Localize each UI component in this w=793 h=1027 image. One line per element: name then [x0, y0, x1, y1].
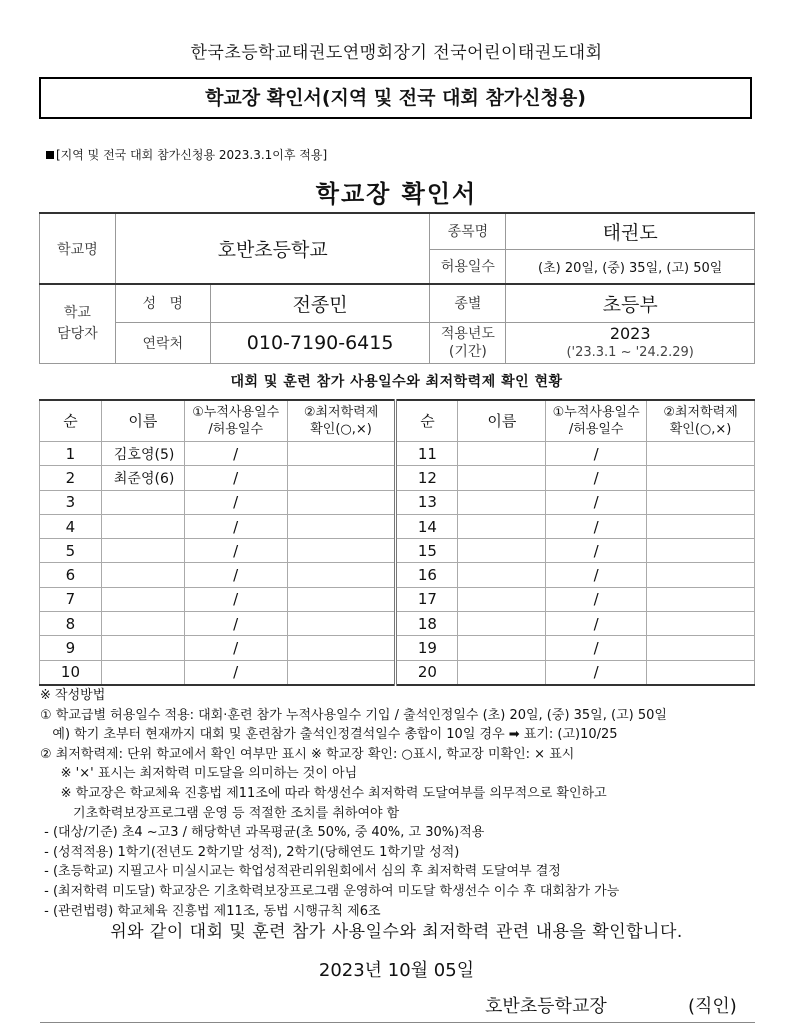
- days-used: /: [546, 442, 647, 466]
- days-used: /: [184, 660, 287, 685]
- note-line-4: ※ '×' 표시는 최저학력 미도달을 의미하는 것이 아님: [40, 766, 358, 782]
- athlete-name: [101, 587, 184, 611]
- table-row: [40, 466, 755, 490]
- days-used: /: [546, 636, 647, 660]
- academic-check: [647, 612, 755, 636]
- athlete-name: [458, 612, 546, 636]
- row-number: 17: [396, 587, 458, 611]
- athlete-name: [101, 539, 184, 563]
- days-used: /: [546, 539, 647, 563]
- days-used: /: [184, 490, 287, 514]
- header-no-2: 순: [396, 400, 458, 442]
- category-label: 종별: [430, 284, 506, 322]
- academic-check: [647, 563, 755, 587]
- academic-check: [287, 587, 396, 611]
- note-line-8: - (성적적용) 1학기(전년도 2학기말 성적), 2학기(당해연도 1학기말 성적): [40, 844, 460, 860]
- contact-label: 연락처: [115, 322, 210, 363]
- school-name-label: 학교명: [40, 213, 116, 284]
- year-period: ('23.3.1 ~ '24.2.29): [566, 344, 694, 360]
- table-row: [40, 612, 755, 636]
- row-number: 20: [396, 660, 458, 685]
- athlete-name: [101, 660, 184, 685]
- row-number: 2: [40, 466, 102, 490]
- allowed-days-value: (초) 20일, (중) 35일, (고) 50일: [506, 249, 755, 284]
- row-number: 19: [396, 636, 458, 660]
- academic-check: [287, 539, 396, 563]
- days-used: /: [546, 563, 647, 587]
- days-used: /: [546, 587, 647, 611]
- days-used: /: [184, 636, 287, 660]
- athlete-name: [458, 514, 546, 538]
- header-days: ①누적사용일수 /허용일수: [184, 400, 287, 442]
- event-value: 태권도: [506, 213, 755, 249]
- header-academic: ②최저학력제 확인(○,×): [287, 400, 396, 442]
- allowed-days-label: 허용일수: [430, 249, 506, 284]
- note-heading: ※ 작성방법: [40, 688, 106, 703]
- academic-check: [647, 442, 755, 466]
- row-number: 9: [40, 636, 102, 660]
- table-row: [40, 442, 755, 466]
- days-used: /: [546, 466, 647, 490]
- row-number: 11: [396, 442, 458, 466]
- note-line-7: - (대상/기준) 초4 ~고3 / 해당학년 과목평균(초 50%, 중 40%, 고 30%)적용: [40, 825, 485, 841]
- table-row: [40, 563, 755, 587]
- row-number: 3: [40, 490, 102, 514]
- days-used: /: [184, 587, 287, 611]
- note-line-3: ② 최저학력제: 단위 학교에서 확인 여부만 표시 ※ 학교장 확인: ○표시, 학교장 미확인: × 표시: [40, 746, 575, 762]
- athlete-name: 김호영(5): [101, 442, 184, 466]
- row-number: 12: [396, 466, 458, 490]
- days-used: /: [184, 563, 287, 587]
- days-used: /: [546, 490, 647, 514]
- official-seal-label: (직인): [688, 996, 737, 1017]
- academic-check: [647, 514, 755, 538]
- issue-date: 2023년 10월 05일: [318, 960, 475, 981]
- category-value: 초등부: [506, 284, 755, 322]
- organizer-heading: 한국초등학교태권도연맹회장기 전국어린이태권도대회: [190, 43, 603, 63]
- row-number: 4: [40, 514, 102, 538]
- academic-check: [647, 490, 755, 514]
- academic-check: [287, 490, 396, 514]
- manager-label: 학교 담당자: [40, 284, 116, 363]
- certificate-title: 학교장 확인서: [315, 180, 478, 208]
- athlete-name: [458, 466, 546, 490]
- athlete-name: [458, 539, 546, 563]
- athlete-name: [458, 442, 546, 466]
- athlete-name: [101, 490, 184, 514]
- row-number: 6: [40, 563, 102, 587]
- table-row: [40, 587, 755, 611]
- bottom-border: [40, 1022, 755, 1023]
- row-number: 1: [40, 442, 102, 466]
- athlete-name: [458, 660, 546, 685]
- confirmation-statement: 위와 같이 대회 및 훈련 참가 사용일수와 최저학력 관련 내용을 확인합니다.: [110, 922, 683, 942]
- academic-check: [287, 563, 396, 587]
- athlete-name: [101, 563, 184, 587]
- form-applicability-note: [46, 146, 327, 163]
- note-line-1: ① 학교급별 허용일수 적용: 대회·훈련 참가 누적사용일수 기입 / 출석인정일수 (초) 20일, (중) 35일, (고) 50일: [40, 707, 667, 723]
- athlete-name: [458, 587, 546, 611]
- academic-check: [287, 660, 396, 685]
- academic-check: [287, 466, 396, 490]
- athlete-name: [458, 636, 546, 660]
- contact-value: 010-7190-6415: [210, 322, 430, 363]
- note-line-5: ※ 학교장은 학교체육 진흥법 제11조에 따라 학생선수 최저학력 도달여부를 의무적으로 확인하고: [40, 785, 607, 801]
- year-cell: [506, 322, 755, 363]
- academic-check: [647, 587, 755, 611]
- days-used: /: [184, 442, 287, 466]
- days-used: /: [546, 612, 647, 636]
- row-number: 13: [396, 490, 458, 514]
- roster-section-title: 대회 및 훈련 참가 사용일수와 최저학력제 확인 현황: [230, 374, 563, 390]
- row-number: 5: [40, 539, 102, 563]
- event-label: 종목명: [430, 213, 506, 249]
- participant-roster-table: [39, 399, 755, 686]
- note-line-11: - (관련법령) 학교체육 진흥법 제11조, 동법 시행규칙 제6조: [40, 903, 381, 919]
- manager-name-label: 성 명: [115, 284, 210, 322]
- days-used: /: [184, 466, 287, 490]
- academic-check: [647, 466, 755, 490]
- school-info-table: [39, 212, 755, 364]
- school-name-value: 호반초등학교: [115, 213, 430, 284]
- athlete-name: 최준영(6): [101, 466, 184, 490]
- academic-check: [647, 636, 755, 660]
- document-title-box: 학교장 확인서(지역 및 전국 대회 참가신청용): [39, 77, 752, 119]
- header-academic-2: ②최저학력제 확인(○,×): [647, 400, 755, 442]
- academic-check: [287, 612, 396, 636]
- table-row: [40, 660, 755, 685]
- athlete-name: [458, 563, 546, 587]
- row-number: 7: [40, 587, 102, 611]
- note-line-6: 기초학력보장프로그램 운영 등 적절한 조치를 취하여야 함: [40, 805, 400, 821]
- year-value: 2023: [609, 323, 651, 343]
- row-number: 16: [396, 563, 458, 587]
- year-label: 적용년도 (기간): [430, 322, 506, 363]
- table-row: [40, 636, 755, 660]
- row-number: 10: [40, 660, 102, 685]
- row-number: 15: [396, 539, 458, 563]
- athlete-name: [101, 514, 184, 538]
- black-square-icon: [46, 151, 54, 159]
- academic-check: [647, 539, 755, 563]
- header-days-2: ①누적사용일수 /허용일수: [546, 400, 647, 442]
- header-name: 이름: [101, 400, 184, 442]
- academic-check: [287, 514, 396, 538]
- days-used: /: [184, 539, 287, 563]
- days-used: /: [546, 514, 647, 538]
- days-used: /: [546, 660, 647, 685]
- writing-instructions: [40, 686, 760, 921]
- athlete-name: [101, 612, 184, 636]
- table-row: [40, 539, 755, 563]
- academic-check: [287, 636, 396, 660]
- athlete-name: [458, 490, 546, 514]
- athlete-name: [101, 636, 184, 660]
- row-number: 8: [40, 612, 102, 636]
- manager-name-value: 전종민: [210, 284, 430, 322]
- note-line-10: - (최저학력 미도달) 학교장은 기초학력보장프로그램 운영하여 미도달 학생선수 이수 후 대회참가 가능: [40, 883, 620, 899]
- academic-check: [647, 660, 755, 685]
- row-number: 18: [396, 612, 458, 636]
- academic-check: [287, 442, 396, 466]
- note-line-9: - (초등학교) 지필고사 미실시교는 학업성적관리위원회에서 심의 후 최저학력 도달여부 결정: [40, 864, 561, 880]
- table-row: [40, 514, 755, 538]
- table-row: [40, 490, 755, 514]
- days-used: /: [184, 612, 287, 636]
- days-used: /: [184, 514, 287, 538]
- header-name-2: 이름: [458, 400, 546, 442]
- form-note-text: [지역 및 전국 대회 참가신청용 2023.3.1이후 적용]: [56, 148, 328, 162]
- note-line-2: 예) 학기 초부터 현재까지 대회 및 훈련참가 출석인정결석일수 총합이 10일 경우 ➡ 표기: (고)10/25: [40, 727, 618, 743]
- principal-signature-line: 호반초등학교장: [485, 996, 607, 1017]
- header-no: 순: [40, 400, 102, 442]
- row-number: 14: [396, 514, 458, 538]
